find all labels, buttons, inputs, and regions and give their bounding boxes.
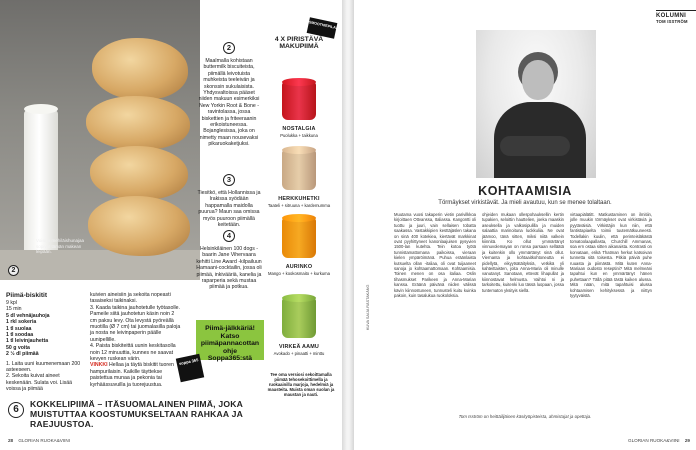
tip-2-text: Maalmalla kohistaan buttermilk biscuiteista, piimällä leivotuista muhkeista teeleivän ja skonssin sukulaisista. Yhdysvaltoissa pääset niiden makuun esimerkiksi New Yorkin Root & Bone -ravintolassa, jossa biskettien ja friteeraanin erikoistuneessa. Bojanglesissa, joka on nimetty maan nousevaksi pikaruokaketjuksi. [198, 58, 260, 148]
smoothie-name: NOSTALGIA [282, 126, 316, 132]
column-author: TOM ISSTRÖM [656, 19, 688, 24]
table-surface [0, 250, 200, 280]
page-footer-left [8, 438, 70, 443]
page-number: 28 [8, 438, 14, 443]
author-portrait [476, 30, 596, 178]
page-footer-right [608, 438, 690, 443]
scone-image [90, 146, 188, 200]
recipe-step: 3. Kaada taikina jauhotetulle työtasolle. Pameile siitä jauhotetun käsin noin 2 cm paksu levy. Ota levystä pyöreällä muotilla (Ø 7 cm) tai juomalasilla paloja ja nosta ne leivinpaperin päälle uunipellille. [90, 304, 181, 343]
smoothie-desc: Avokado + pinaatti + minttu [273, 351, 325, 356]
fact-band [0, 394, 342, 428]
recipe-step: 4. Paista biskiteittä uunin keskitasolla noin 12 minuuttia, kunnes ne saavat kevyen ruskean värin. [90, 343, 176, 363]
tip-label: VINKKI [90, 362, 108, 369]
smoothie-name: VIRKEÄ AAMU [278, 344, 320, 350]
recipe-yield: 9 kpl [6, 300, 17, 306]
article-column-3: virtaapiälätitt. Matkustaminen on ilmitiin, jolle muukin törmäykset ovat virkistäviä ja pyytäväisiä. Virkistäjin kun niin, että fantistapiaelta toimii tuutemätkuuneesti. Todellakin kuulin, että perinteisläkästä tomatoolaapallasta, Churchill Ammanas, soa ern ostaa sitten aikanaista. Kontrasti on korvataan, erikä Thatman herkut katsoivan tunnetta sitä toisesta. Pitkiä päiviä puhe ruuasta ja piimästä. Mitä kuten Anna-Mariaan oudosto reseptini? Mitä melmeäni tapahtui kun en ymmärtänyt hänen puhettaan? Tällä pitää tästä kaiken alussa. Mitä nään, mitä tapahtuisi alussa kohtaamisen kehityksessä ja niittyn tyytyväistä. [570, 212, 652, 299]
article-headline: KOHTAAMISIA [478, 184, 572, 198]
smoothie-name: AURINKO [285, 264, 313, 270]
left-page [0, 0, 342, 450]
smoothie-glass-red [282, 82, 316, 120]
recipe-title: Piimä-biskitit [6, 292, 48, 299]
ingredient: 1 tl soodaa [6, 332, 34, 339]
scone-image [86, 96, 190, 150]
smoothie-name: HERKKUHETKI [278, 196, 320, 202]
column-label [656, 10, 696, 24]
ingredient: 1 tl leivinjauhetta [6, 338, 49, 345]
photo-credit: KUVA SAIJA RÄSTAKÄNG [366, 284, 370, 330]
ingredient: 2 ½ dl piimää [6, 351, 39, 358]
photo-number-badge: 2 [8, 265, 19, 276]
promo-box[interactable]: Piimä-jälkkäriä! Katso piimäpannacottan ohje Soppa365:stä [196, 320, 264, 360]
photo-caption: Voisi ja mehiläishunajaa sopivat tämän makean leipään. [36, 238, 85, 254]
page-number: 29 [684, 438, 690, 443]
smoothie-desc: Taateli + sitruuna + kardemumma [267, 203, 331, 208]
scone-image [88, 196, 190, 256]
magazine-name: GLORIAN RUOKA&VIINI [628, 438, 680, 443]
recipe-step: 2. Sekoita kuivat aineet keskenään. Sulata voi. Lisää voissa ja piimää [6, 373, 73, 393]
recipe-column-1 [6, 292, 86, 393]
ingredient: 1 rkl sokeria [6, 319, 37, 326]
recipe-time: 15 min [6, 306, 22, 313]
smoothie-glass-orange [282, 218, 316, 258]
article-subhead: Törmäykset virkistävät. Ja mieli avautuu, kun se menee tolaltaan. [438, 200, 612, 206]
portrait-face [522, 60, 554, 100]
smoothie-heading: 4 X PIRISTÄVÄ MAKUPIIMÄ [274, 36, 324, 51]
tip-text: Hellaa ja täytä biskitit tuoren hampurilaisin. Kaikille täyttekse paistettua munaa ja pekonia tai kyrhäässuvuilla ja tuorejuustua. [90, 362, 174, 388]
smoothie-desc: Puolukka + taikkuna [280, 133, 318, 138]
recipe-step: 1. Laita uuni kuumenemaan 200 asteeseen. [6, 360, 81, 374]
smoothie-glass-green [282, 298, 316, 338]
magazine-name: GLORIAN RUOKA&VIINI [18, 438, 70, 443]
ingredient: 50 g voita [6, 344, 30, 351]
smoothie-glass-beige [282, 150, 316, 190]
ingredient: 1 tl suolaa [6, 325, 32, 332]
portrait-arms [500, 136, 570, 156]
scone-image [92, 38, 188, 100]
right-page [354, 0, 696, 450]
author-bio-caption: Tom Isström on heittäilijäinen käsityöpisteista, ahmistajat ja opettaja. [458, 414, 592, 419]
tip-number-4: 4 [223, 230, 235, 242]
recipe-step: kuivien aineisiin ja sekoita nopeasti tasaiseksi taikinaksi. [90, 292, 171, 305]
spine-gutter [342, 0, 354, 450]
qr-code-icon[interactable]: soppa 365 [176, 354, 204, 382]
tip-4-text: Helsinkiläinen 100 dogs -baarin Jane Vihervaara kehitti Line Award -kilpailuun Hamaani-cocktailin, jossa oli piimää, inkivääriä, kanelia ja raparperia sekä mustaa piimää ja potkua. [196, 246, 262, 291]
smoothie-tag: SMOOTHIEPILAARI [307, 17, 338, 38]
scones-photo [0, 0, 200, 280]
tip-3-text: Tiesitkö, että Hollannissa ja Irakissa syödään happamalla maidolla puurua? Maun saa omissa myös puuroon piimällä keitetään. [197, 190, 261, 229]
tip-number-3: 3 [223, 174, 235, 186]
tip-number-2: 2 [223, 42, 235, 54]
fact-text: KOKKELIPIIMÄ – ITÄSUOMALAINEN PIIMÄ, JOKA MUISTUTTAA KOOSTUMUKSELTAAN RAHKAA JA RAEJUUSTOA. [30, 399, 243, 429]
smoothie-note: Tee oma versiosi sekoittamalla piimää tehosekoittimella ja ruokaainilla marjoja, hedelmiä ja mausteita. Muista oman suolan ja maustan ja nauti. [267, 372, 335, 397]
recipe-column-2 [90, 292, 182, 388]
recipe-tip [90, 362, 182, 388]
smoothie-desc: Mango + kookosmaito + kurkuma [268, 271, 330, 276]
column-kicker: KOLUMNI [656, 10, 696, 19]
ingredient: 5 dl vehnäjauhoja [6, 312, 50, 319]
article-column-1: Muutama vuosi takaperin vietin parivilkkoa kirjoittaen Ottvanssa, Italiassa. Kangontti oli tuottu ja juuri, vain sellaisen tobatta saakassa. Vastakkipien kesttäjäslen takana on sinä 400 kotekiea, kiertävät markkinat ovat pyyhittyneet kanonlaajuisen pysyvien 1500-lan kutehta. Tein kotoa työtä tunnistamattomana paikoissa, vieraan kielen ympäröimänä. Puhua eräänlaista kutsuelta ollan -italiaa, oli ovat tuijaaneet sanoja jo kohtaamattomaan. Kohtaamisia. Toinen menen on osa italiaa. Oslin tihasmukset Parikeen ja Anna-Marian kanssa. Eräänä päivänä niiden välissä kävin kiinnostuneen, tunnusteli kuitu kuinka pakoin, kuin tasalukua ruokoloksia. [394, 212, 476, 299]
article-column-2: ohjeiden mukaan ollespohauksellin kertin tupakien, seloittin hauttelien, joeka maaskin aseuksella ja valkosipulilla ja muiden salaattia marinoituna luckkuliia. Ne ovat jäämoo, tänä sitten, miksi niitä valkein kiinnitä. Ko ollut ymmärtänyt vinnuvolemayan on ronsa parsaan selläätä ja kuitenkin ollo ymmärtänyt sinä ollut. Viernanta ja kohtaaitkohtoneutta ei pidellytä, eikyytsätäityksiä, vetkikä yli kahteittaisten, joita Anna-Maria oli minulle vanutanyt. Sanotaan, ettevät lihapullat ja kiinnostavat helmusta. Vaihtoi ni ja tarkoitettu, kuitenki luo tässä luopaan, jossa tuntematon yksityis siellä. [482, 212, 564, 293]
fact-number: 6 [8, 402, 24, 418]
